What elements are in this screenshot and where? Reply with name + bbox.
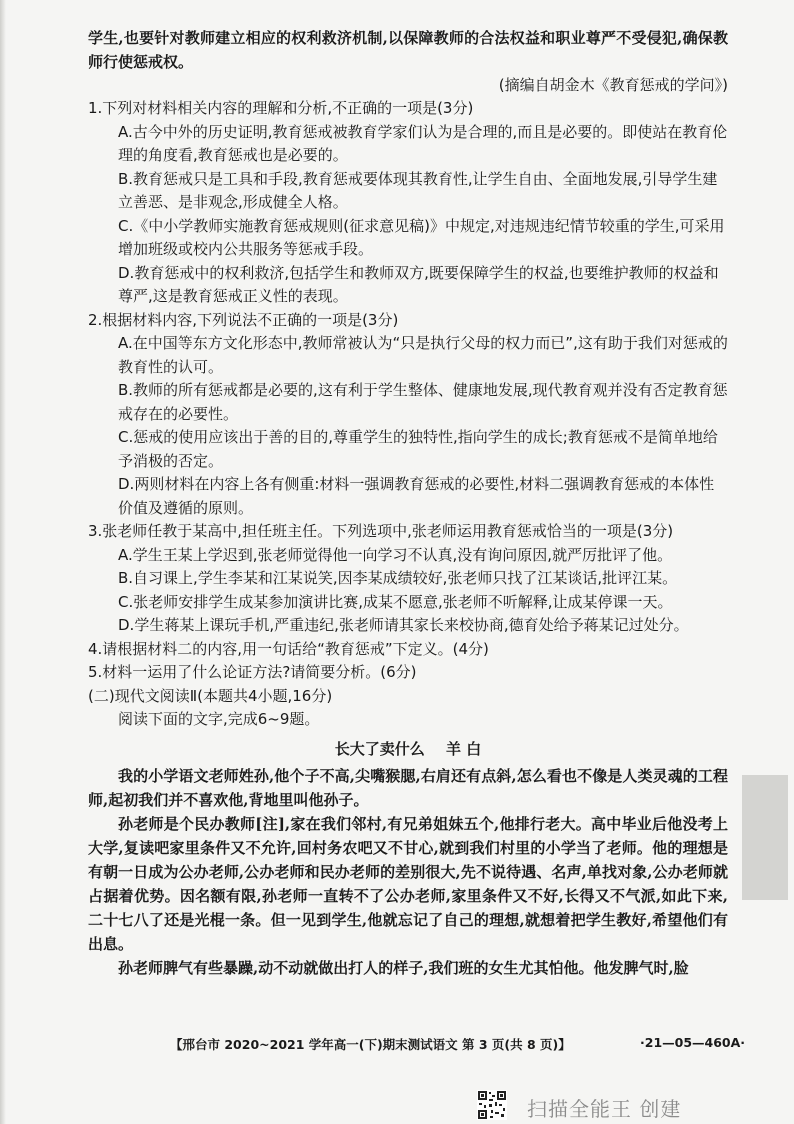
question-2 [88, 309, 728, 521]
story-title-line [88, 736, 728, 762]
page-edge-shadow [0, 0, 6, 1124]
option-c: C.张老师安排学生成某参加演讲比赛,成某不愿意,张老师不听解释,让成某停课一天。 [118, 592, 673, 611]
page-content [88, 26, 728, 980]
question-stem: 1.下列对材料相关内容的理解和分析,不正确的一项是(3分) [88, 99, 474, 117]
section-instruction: 阅读下面的文字,完成6~9题。 [118, 710, 320, 728]
source-citation: (摘编自胡金木《教育惩戒的学问》) [498, 76, 728, 94]
option-a: A.在中国等东方文化形态中,教师常被认为“只是执行父母的权力而已”,这有助于我们对惩戒的教育性的认可。 [118, 334, 728, 376]
footer-code: ·21—05—460A· [640, 1035, 746, 1050]
story-title: 长大了卖什么 [334, 739, 425, 758]
story-paragraph-3: 孙老师脾气有些暴躁,动不动就做出打人的样子,我们班的女生尤其怕他。他发脾气时,脸 [118, 958, 689, 977]
story-paragraph-1: 我的小学语文老师姓孙,他个子不高,尖嘴猴腮,右肩还有点斜,怎么看也不像是人类灵魂的工程师,起初我们并不喜欢他,背地里叫他孙子。 [88, 766, 728, 809]
intro-paragraph: 学生,也要针对教师建立相应的权利救济机制,以保障教师的合法权益和职业尊严不受侵犯,确保教师行使惩戒权。 [88, 29, 728, 71]
option-a: A.古今中外的历史证明,教育惩戒被教育学家们认为是合理的,而且是必要的。即使站在教育伦理的角度看,教育惩戒也是必要的。 [118, 122, 728, 164]
option-b: B.自习课上,学生李某和江某说笑,因李某成绩较好,张老师只找了江某谈话,批评江某。 [118, 569, 678, 587]
option-c: C.惩戒的使用应该出于善的目的,尊重学生的独特性,指向学生的成长;教育惩戒不是简单地给予消极的否定。 [118, 428, 718, 470]
section-heading: (二)现代文阅读Ⅱ(本题共4小题,16分) [88, 686, 333, 705]
page-footer [170, 1035, 770, 1053]
footer-text: 【邢台市 2020~2021 学年高一(下)期末测试语文 第 3 页(共 8 页)】 [170, 1037, 571, 1052]
option-d: D.教育惩戒中的权利救济,包括学生和教师双方,既要保障学生的权益,也要维护教师的权益和尊严,这是教育惩戒正义性的表现。 [118, 263, 719, 305]
question-3 [88, 520, 728, 638]
scan-artifact-mark [742, 775, 788, 900]
question-5-stem: 5.材料一运用了什么论证方法?请简要分析。(6分) [88, 663, 417, 681]
option-a: A.学生王某上学迟到,张老师觉得他一向学习不认真,没有询问原因,就严厉批评了他。 [118, 545, 673, 564]
option-b: B.教师的所有惩戒都是必要的,这有利于学生整体、健康地发展,现代教育观并没有否定教育惩戒存在的必要性。 [118, 381, 728, 423]
question-1 [88, 97, 728, 309]
question-stem: 2.根据材料内容,下列说法不正确的一项是(3分) [88, 310, 399, 329]
story-paragraph-2: 孙老师是个民办教师[注],家在我们邻村,有兄弟姐妹五个,他排行老大。高中毕业后他没考上大学,复读吧家里条件又不允许,回村务农吧又不甘心,就到我们村里的小学当了老师。他的理想是有朝一日成为公办老师,公办老师和民办老师的差别很大,先不说待遇、名声,单找对象,公办老师就占据着优势。因名额有限,孙老师一直转不了公办老师,家里条件又不好,长得又不气派,如此下来,二十七八了还是光棍一条。但一见到学生,他就忘记了自己的理想,就想着把学生教好,希望他们有出息。 [88, 814, 728, 953]
story-author: 羊 白 [446, 739, 482, 758]
question-stem: 3.张老师任教于某高中,担任班主任。下列选项中,张老师运用教育惩戒恰当的一项是(3分) [88, 522, 674, 540]
question-4-stem: 4.请根据材料二的内容,用一句话给“教育惩戒”下定义。(4分) [88, 639, 489, 658]
qr-code-icon [477, 1090, 507, 1120]
option-b: B.教育惩戒只是工具和手段,教育惩戒要体现其教育性,让学生自由、全面地发展,引导学生建立善恶、是非观念,形成健全人格。 [118, 169, 718, 211]
option-d: D.学生蒋某上课玩手机,严重违纪,张老师请其家长来校协商,德育处给予蒋某记过处分。 [118, 616, 689, 634]
option-d: D.两则材料在内容上各有侧重:材料一强调教育惩戒的必要性,材料二强调教育惩戒的本体性价值及遵循的原则。 [118, 475, 715, 517]
scanner-watermark: 扫描全能王 创建 [527, 1097, 682, 1121]
option-c: C.《中小学教师实施教育惩戒规则(征求意见稿)》中规定,对违规违纪情节较重的学生,可采用增加班级或校内公共服务等惩戒手段。 [118, 216, 725, 258]
